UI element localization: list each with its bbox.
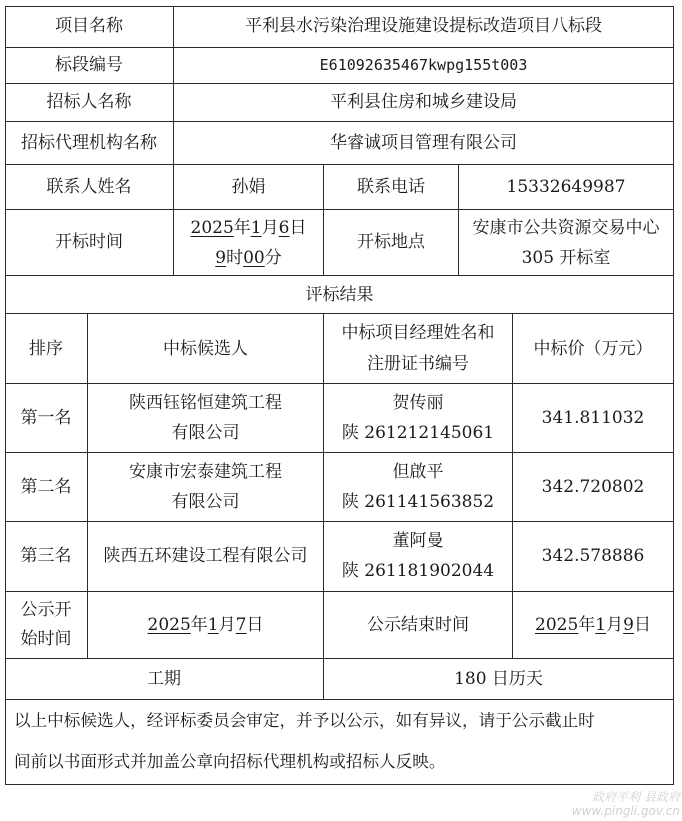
grid-line [5,521,674,522]
start-month: 1 [207,615,219,635]
section-number-label: 标段编号 [55,55,123,75]
candidate-cert: 陕 261141563852 [341,492,495,512]
publicity-end-date [513,610,673,640]
notice-line2: 间前以书面形式并加盖公章向招标代理机构或招标人反映。 [14,752,446,771]
grid-line [673,6,674,785]
year-unit: 年 [233,218,251,238]
candidate-rank: 第一名 [20,408,72,428]
candidate-price: 342.720802 [541,477,645,497]
candidate-company-line2: 有限公司 [171,492,240,512]
grid-line [5,121,674,122]
tenderer-value: 平利县住房和城乡建设局 [330,92,517,112]
contact-phone-value: 15332649987 [506,177,626,197]
candidate-company-line2: 有限公司 [171,423,240,443]
end-day: 9 [623,615,634,635]
grid-line [5,313,674,314]
header-manager-line1: 中标项目经理姓名和 [341,323,495,343]
header-manager-line2: 注册证书编号 [367,354,469,374]
day-unit: 日 [289,218,307,238]
candidate-company-line1: 陕西五环建设工程有限公司 [103,546,308,566]
grid-line [5,699,674,700]
month-unit: 月 [606,615,624,635]
opening-time-label: 开标时间 [55,232,123,252]
hour-unit: 时 [226,248,244,268]
grid-line [5,164,674,165]
section-number-value: E61092635467kwpg155t003 [319,56,528,74]
candidate-rank: 第三名 [20,546,72,566]
grid-line [5,47,674,48]
opening-month: 1 [250,218,262,238]
opening-date [174,213,323,243]
opening-hour: 9 [215,248,227,268]
header-rank: 排序 [29,339,63,359]
month-unit: 月 [261,218,279,238]
opening-place-line2: 305 开标室 [521,248,611,268]
publicity-start-date [88,610,323,640]
agency-value: 华睿诚项目管理有限公司 [330,133,517,153]
candidate-manager: 董阿曼 [392,531,444,551]
project-name-value: 平利县水污染治理设施建设提标改造项目八标段 [245,16,602,36]
opening-year: 2025 [190,218,234,238]
grid-line [5,452,674,453]
watermark [520,790,680,818]
publicity-end-label: 公示结束时间 [367,615,469,635]
month-unit: 月 [218,615,236,635]
header-candidate: 中标候选人 [163,339,248,359]
candidate-price: 342.578886 [541,546,645,566]
candidate-company-line1: 陕西钰铭恒建筑工程 [129,393,282,413]
agency-label: 招标代理机构名称 [21,133,157,153]
grid-line [5,658,674,659]
contact-name-label: 联系人姓名 [46,177,132,197]
result-title: 评标结果 [305,285,374,305]
opening-place-line1: 安康市公共资源交易中心 [472,218,660,238]
candidate-price: 341.811032 [541,408,645,428]
publicity-start-label-line1: 公示开 [20,600,72,620]
contact-phone-label: 联系电话 [357,177,425,197]
minute-unit: 分 [264,248,282,268]
grid-line [5,275,674,276]
candidate-manager: 但啟平 [392,462,444,482]
start-day: 7 [235,615,247,635]
duration-label: 工期 [147,669,181,689]
year-unit: 年 [190,615,208,635]
day-unit: 日 [246,615,264,635]
opening-minute: 00 [243,248,265,268]
end-year: 2025 [535,615,579,635]
duration-value: 180 日历天 [454,669,543,689]
publicity-start-label-line2: 始时间 [20,629,72,649]
opening-place-label: 开标地点 [357,232,425,252]
grid-line [5,591,674,592]
grid-line [5,209,674,210]
grid-line [5,383,674,384]
watermark-line2: www.pingli.gov.cn [571,804,680,818]
tenderer-label: 招标人名称 [46,92,132,112]
day-unit: 日 [633,615,651,635]
end-month: 1 [595,615,607,635]
grid-line [5,83,674,84]
opening-day: 6 [278,218,290,238]
project-name-label: 项目名称 [55,16,123,36]
candidate-rank: 第二名 [20,477,72,497]
notice-line1: 以上中标候选人，经评标委员会审定，并予以公示，如有异议，请于公示截止时 [14,711,595,730]
candidate-cert: 陕 261181902044 [341,561,495,581]
grid-line [5,784,674,785]
candidate-manager: 贺传丽 [392,393,444,413]
contact-name-value: 孙娟 [231,177,266,197]
watermark-line1: 政府平利 县政府 [592,790,680,804]
year-unit: 年 [578,615,596,635]
header-price: 中标价（万元） [533,339,653,359]
candidate-company-line1: 安康市宏泰建筑工程 [129,462,282,482]
grid-line [5,6,674,7]
candidate-cert: 陕 261212145061 [341,423,495,443]
start-year: 2025 [147,615,191,635]
opening-clock [174,243,323,273]
